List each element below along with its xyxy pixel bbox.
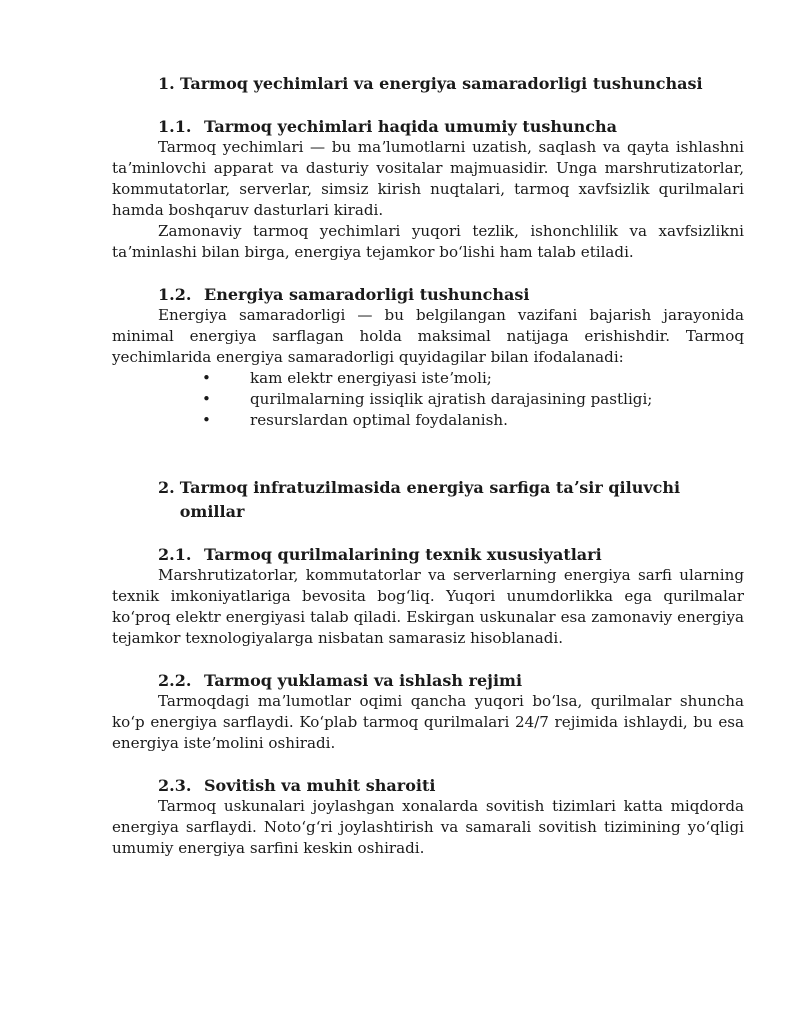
document-page: [112, 72, 744, 859]
section-2-heading: [158, 476, 744, 524]
subsection-2-3-heading: [158, 775, 744, 796]
subsection-title: Tarmoq yuklamasi va ishlash rejimi: [204, 671, 523, 690]
subsection-title: Tarmoq yechimlari haqida umumiy tushuncha: [204, 117, 618, 136]
subsection-1-1-heading: [158, 116, 744, 137]
section-title: Tarmoq yechimlari va energiya samaradorligi tushunchasi: [180, 74, 703, 93]
subsection-1-2-heading: [158, 284, 744, 305]
paragraph: Energiya samaradorligi — bu belgilangan vazifani bajarish jarayonida minimal energiya sarflagan holda maksimal natijaga erishishdir. Tarmoq yechimlarida energiya samaradorligi quyidagilar bilan ifodalanadi:: [112, 306, 744, 366]
list-item: [112, 410, 744, 431]
subsection-number: 2.3.: [158, 776, 192, 795]
list-item-text: kam elektr energiyasi isteʼmoli;: [250, 369, 492, 387]
paragraph: Tarmoq yechimlari — bu maʼlumotlarni uzatish, saqlash va qayta ishlashni taʼminlovchi apparat va dasturiy vositalar majmuasidir. Unga marshrutizatorlar, kommutatorlar, serverlar, simsiz kirish nuqtalari, tarmoq xavfsizlik qurilmalari hamda boshqaruv dasturlari kiradi.: [112, 138, 744, 219]
subsection-title: Tarmoq qurilmalarining texnik xususiyatlari: [204, 545, 602, 564]
list-item: [112, 389, 744, 410]
section-title: Tarmoq infratuzilmasida energiya sarfiga taʼsir qiluvchi omillar: [179, 478, 681, 521]
list-item: [112, 368, 744, 389]
bullet-icon: •: [202, 411, 211, 429]
bullet-icon: •: [202, 369, 211, 387]
subsection-title: Sovitish va muhit sharoiti: [204, 776, 436, 795]
subsection-number: 2.2.: [158, 671, 192, 690]
list-item-text: resurslardan optimal foydalanish.: [250, 411, 508, 429]
subsection-title: Energiya samaradorligi tushunchasi: [204, 285, 530, 304]
subsection-number: 1.2.: [158, 285, 192, 304]
subsection-number: 2.1.: [158, 545, 192, 564]
subsection-2-1-heading: [158, 544, 744, 565]
subsection-2-2-heading: [158, 670, 744, 691]
bullet-list: [112, 368, 744, 431]
subsection-number: 1.1.: [158, 117, 192, 136]
section-number: 2.: [158, 478, 175, 497]
section-1-heading: [158, 72, 744, 96]
list-item-text: qurilmalarning issiqlik ajratish darajasining pastligi;: [250, 390, 653, 408]
section-number: 1.: [158, 74, 175, 93]
paragraph: Zamonaviy tarmoq yechimlari yuqori tezlik, ishonchlilik va xavfsizlikni taʼminlashi bilan birga, energiya tejamkor boʻlishi ham talab etiladi.: [112, 222, 744, 261]
paragraph: Tarmoqdagi maʼlumotlar oqimi qancha yuqori boʻlsa, qurilmalar shuncha koʻp energiya sarflaydi. Koʻplab tarmoq qurilmalari 24/7 rejimida ishlaydi, bu esa energiya isteʼmolini oshiradi.: [112, 692, 744, 752]
paragraph: Marshrutizatorlar, kommutatorlar va serverlarning energiya sarfi ularning texnik imkoniyatlariga bevosita bogʻliq. Yuqori unumdorlikka ega qurilmalar koʻproq elektr energiyasi talab qiladi. Eskirgan uskunalar esa zamonaviy energiya tejamkor texnologiyalarga nisbatan samarasiz hisoblanadi.: [112, 566, 744, 647]
bullet-icon: •: [202, 390, 211, 408]
paragraph: Tarmoq uskunalari joylashgan xonalarda sovitish tizimlari katta miqdorda energiya sarflaydi. Notoʻgʻri joylashtirish va samarali sovitish tizimining yoʻqligi umumiy energiya sarfini keskin oshiradi.: [112, 797, 744, 857]
